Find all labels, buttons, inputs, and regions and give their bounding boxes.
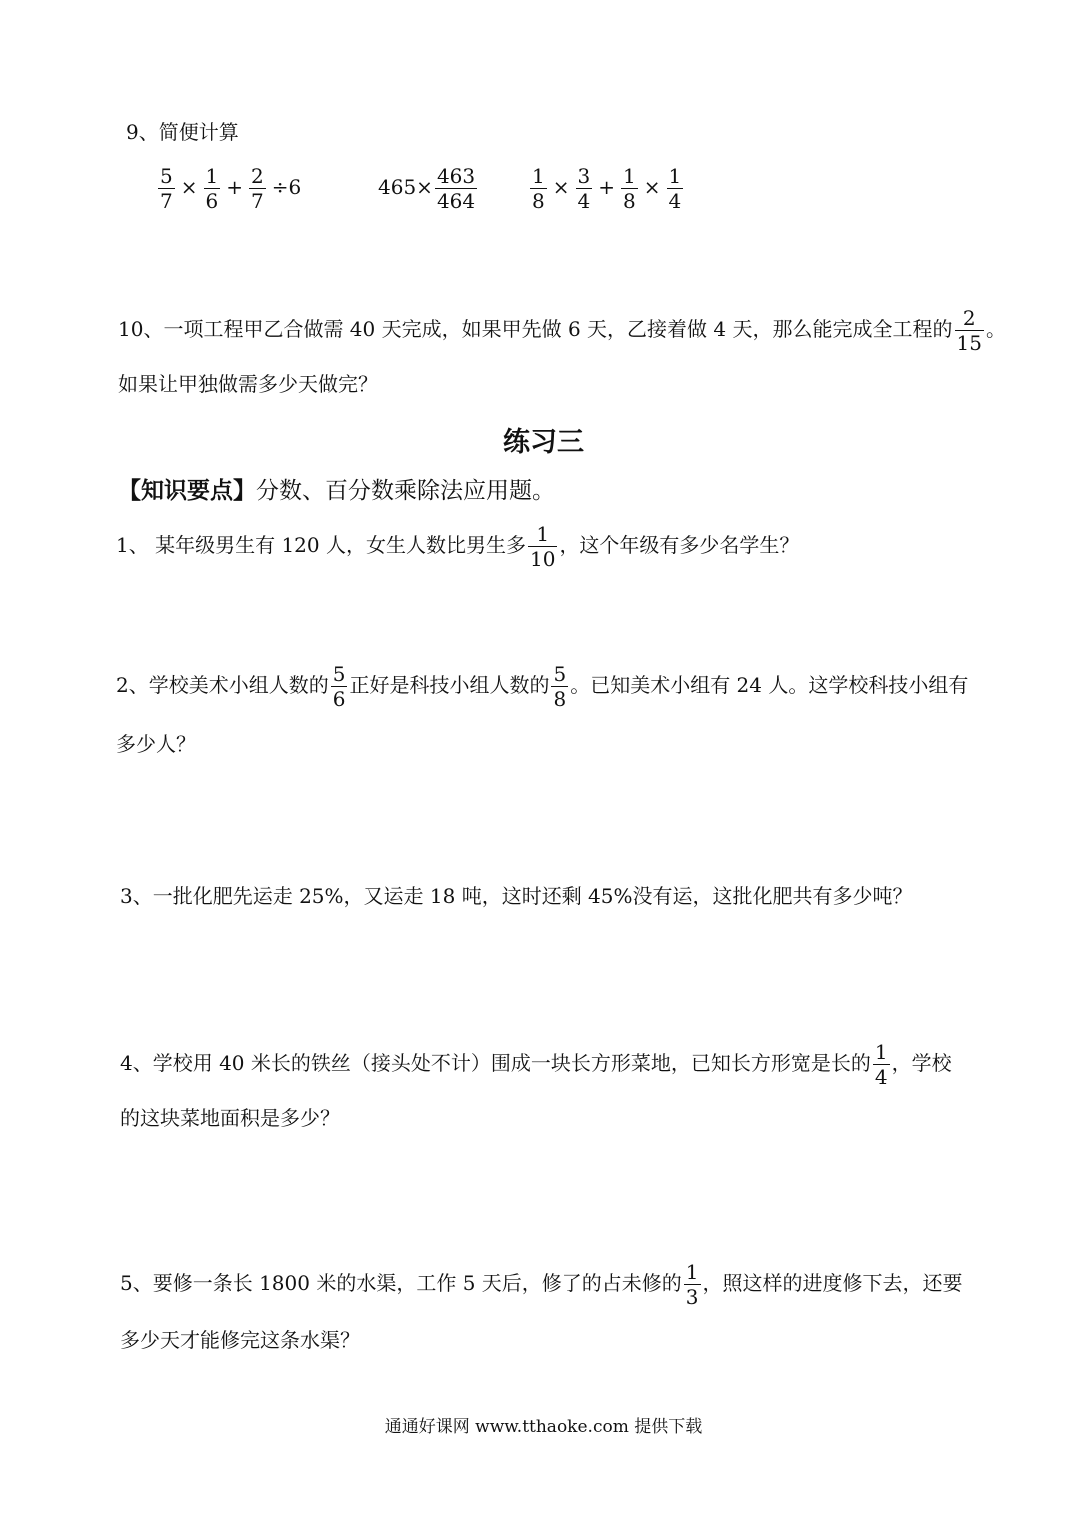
fraction: $\frac{1}{3}$ (685, 1260, 699, 1309)
fraction: $\frac{1}{4}$ (668, 164, 682, 213)
knowledge-text: 分数、百分数乘除法应用题。 (256, 478, 555, 504)
q9-expression-2: 465× $\frac{463}{464}$ (378, 164, 476, 213)
fraction: $\frac{1}{6}$ (205, 164, 219, 213)
fraction: $\frac{2}{7}$ (251, 164, 264, 213)
problem-4-line-1: 4、学校用 40 米长的铁丝（接头处不计）围成一块长方形菜地，已知长方形宽是长的 $\frac{1}{4}$ ，学校 (120, 1040, 952, 1089)
problem-2-line-1: 2、学校美术小组人数的 $\frac{5}{6}$ 正好是科技小组人数的 $\frac{5}{8}$ 。已知美术小组有 24 人。这学校科技小组有 (116, 662, 969, 711)
fraction: $\frac{2}{15}$ (956, 306, 982, 355)
problem-3: 3、一批化肥先运走 25%，又运走 18 吨，这时还剩 45%没有运，这批化肥共有多少吨？ (120, 884, 913, 908)
footer-credit: 通通好课网 www.tthaoke.com 提供下载 (384, 1417, 703, 1437)
q9-expression-1: $\frac{5}{7}$ × $\frac{1}{6}$ + $\frac{2}{7}$ ÷6 (160, 164, 302, 213)
fraction: $\frac{1}{4}$ (874, 1040, 888, 1089)
fraction: $\frac{5}{6}$ (332, 662, 346, 711)
problem-2-line-2: 多少人？ (116, 732, 196, 756)
fraction: $\frac{3}{4}$ (577, 164, 591, 213)
problem-5-line-2: 多少天才能修完这条水渠？ (120, 1328, 360, 1352)
section-title: 练习三 (503, 427, 584, 458)
problem-4-line-2: 的这块菜地面积是多少？ (120, 1106, 340, 1130)
q9-expression-3: $\frac{1}{8}$ × $\frac{3}{4}$ + $\frac{1}{8}$ × $\frac{1}{4}$ (532, 164, 682, 213)
q10-line-2: 如果让甲独做需多少天做完？ (118, 372, 378, 396)
fraction: $\frac{5}{8}$ (553, 662, 567, 711)
knowledge-label: 【知识要点】 (118, 478, 256, 504)
problem-5-line-1: 5、要修一条长 1800 米的水渠，工作 5 天后，修了的占未修的 $\frac{1}{3}$ ，照这样的进度修下去，还要 (120, 1260, 963, 1309)
fraction: $\frac{5}{7}$ (160, 164, 173, 213)
fraction: $\frac{1}{10}$ (529, 522, 556, 571)
fraction: $\frac{1}{8}$ (532, 164, 545, 213)
fraction: $\frac{463}{464}$ (436, 164, 476, 213)
problem-1: 1、 某年级男生有 120 人，女生人数比男生多 $\frac{1}{10}$ ，这个年级有多少名学生？ (116, 522, 800, 571)
fraction: $\frac{1}{8}$ (623, 164, 636, 213)
q9-label: 9、简便计算 (126, 120, 239, 144)
q10-line-1: 10、一项工程甲乙合做需 40 天完成，如果甲先做 6 天，乙接着做 4 天，那么能完成全工程的 $\frac{2}{15}$ 。 (118, 306, 1006, 355)
knowledge-points (118, 472, 555, 505)
